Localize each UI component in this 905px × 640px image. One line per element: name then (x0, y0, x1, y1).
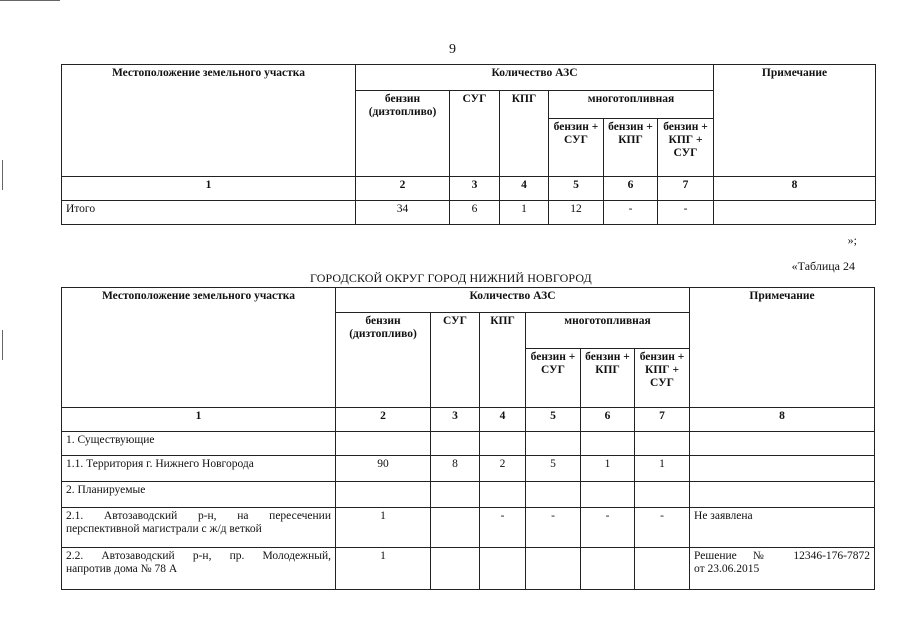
cell-location-line: 2.2. Автозаводский р-н, пр. Молодежный, (66, 550, 331, 562)
cell-note (714, 201, 876, 225)
cell-note (690, 456, 875, 482)
column-number: 3 (431, 408, 480, 432)
cell-lpg: 6 (450, 201, 500, 225)
cell-gasoline: 1 (336, 548, 431, 590)
cell-location: 2. Планируемые (62, 482, 336, 508)
cell-gasoline (336, 432, 431, 456)
column-number: 8 (714, 177, 876, 201)
header-location: Местоположение земельного участка (62, 288, 336, 408)
column-number: 1 (62, 408, 336, 432)
cell-location-line: напротив дома № 78 А (66, 563, 178, 575)
column-number: 1 (62, 177, 356, 201)
header-gas-cng: бензин + КПГ (581, 349, 635, 408)
header-multifuel: многотопливная (549, 91, 714, 119)
cell-gas-cng-lpg (635, 482, 690, 508)
cell-location: 1. Существующие (62, 432, 336, 456)
header-gas-lpg: бензин + СУГ (549, 119, 604, 177)
cell-gas-cng-lpg: 1 (635, 456, 690, 482)
cell-cng (480, 548, 526, 590)
cell-cng (480, 432, 526, 456)
scan-mark (2, 330, 3, 360)
closing-quote: »; (847, 233, 857, 247)
cell-lpg (431, 482, 480, 508)
header-gasoline: бензин (дизтопливо) (336, 313, 431, 408)
cell-location: Итого (62, 201, 356, 225)
header-quantity: Количество АЗС (356, 65, 714, 91)
column-number: 2 (356, 177, 450, 201)
cell-note (690, 432, 875, 456)
column-number: 7 (635, 408, 690, 432)
cell-gas-lpg: - (526, 508, 581, 548)
cell-gas-cng: - (604, 201, 658, 225)
cell-lpg: 8 (431, 456, 480, 482)
cell-location-line: перспективной магистрали с ж/д веткой (66, 523, 262, 535)
page-number: 9 (449, 42, 456, 57)
header-note: Примечание (690, 288, 875, 408)
cell-cng (480, 482, 526, 508)
column-number-row (62, 408, 875, 432)
cell-gas-cng-lpg (635, 432, 690, 456)
table-label: «Таблица 24 (791, 259, 855, 273)
cell-lpg (431, 548, 480, 590)
header-gas-cng: бензин + КПГ (604, 119, 658, 177)
cell-note-line: от 23.06.2015 (694, 563, 760, 575)
cell-cng: - (480, 508, 526, 548)
cell-gas-cng-lpg (635, 548, 690, 590)
table-row (62, 432, 875, 456)
table-row (62, 456, 875, 482)
header-gas-cng-lpg: бензин + КПГ + СУГ (635, 349, 690, 408)
cell-note (690, 482, 875, 508)
cell-gas-cng (581, 432, 635, 456)
header-multifuel: многотопливная (526, 313, 690, 349)
header-note: Примечание (714, 65, 876, 177)
column-number: 4 (480, 408, 526, 432)
table-nizhny-novgorod (61, 287, 875, 590)
cell-gas-lpg (526, 482, 581, 508)
cell-gas-cng-lpg: - (635, 508, 690, 548)
column-number: 5 (549, 177, 604, 201)
cell-gas-cng: - (581, 508, 635, 548)
cell-gas-lpg: 5 (526, 456, 581, 482)
cell-gasoline: 34 (356, 201, 450, 225)
cell-location-line: 2.1. Автозаводский р-н, на пересечении (66, 510, 331, 522)
header-location: Местоположение земельного участка (62, 65, 356, 177)
column-number: 5 (526, 408, 581, 432)
column-number: 4 (500, 177, 549, 201)
cell-gas-lpg (526, 432, 581, 456)
cell-cng: 2 (480, 456, 526, 482)
column-number: 7 (658, 177, 714, 201)
cell-note: Не заявлена (690, 508, 875, 548)
cell-gas-lpg: 12 (549, 201, 604, 225)
cell-gas-cng (581, 482, 635, 508)
column-number-row (62, 177, 876, 201)
header-cng: КПГ (480, 313, 526, 408)
cell-gasoline: 90 (336, 456, 431, 482)
table-row (62, 508, 875, 548)
cell-lpg (431, 508, 480, 548)
table-caption: ГОРОДСКОЙ ОКРУГ ГОРОД НИЖНИЙ НОВГОРОД (310, 271, 592, 285)
column-number: 3 (450, 177, 500, 201)
table-summary (61, 64, 876, 225)
cell-gasoline (336, 482, 431, 508)
cell-lpg (431, 432, 480, 456)
table-row (62, 482, 875, 508)
cell-gas-cng: 1 (581, 456, 635, 482)
header-quantity: Количество АЗС (336, 288, 690, 313)
header-cng: КПГ (500, 91, 549, 177)
cell-gasoline: 1 (336, 508, 431, 548)
cell-cng: 1 (500, 201, 549, 225)
column-number: 6 (604, 177, 658, 201)
header-lpg: СУГ (450, 91, 500, 177)
table-row (62, 548, 875, 590)
column-number: 8 (690, 408, 875, 432)
header-gas-lpg: бензин + СУГ (526, 349, 581, 408)
cell-gas-lpg (526, 548, 581, 590)
table-row (62, 201, 876, 225)
scan-mark (0, 0, 60, 1)
cell-note (690, 548, 875, 590)
column-number: 6 (581, 408, 635, 432)
cell-gas-cng-lpg: - (658, 201, 714, 225)
column-number: 2 (336, 408, 431, 432)
cell-location (62, 508, 336, 548)
header-gas-cng-lpg: бензин + КПГ + СУГ (658, 119, 714, 177)
cell-location: 1.1. Территория г. Нижнего Новгорода (62, 456, 336, 482)
cell-note-line: Решение № 12346-176-7872 (694, 550, 871, 562)
cell-location (62, 548, 336, 590)
cell-gas-cng (581, 548, 635, 590)
header-lpg: СУГ (431, 313, 480, 408)
header-gasoline: бензин (дизтопливо) (356, 91, 450, 177)
scan-mark (2, 160, 3, 190)
